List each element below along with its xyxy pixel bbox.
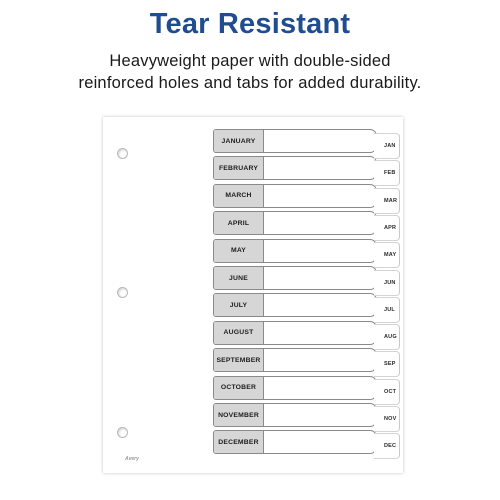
toc-row-label: JULY bbox=[214, 294, 264, 316]
toc-row-write-area[interactable] bbox=[264, 185, 376, 207]
toc-row-label: MAY bbox=[214, 240, 264, 262]
toc-row-write-area[interactable] bbox=[264, 404, 376, 426]
side-tab-label: JUL bbox=[384, 306, 395, 313]
toc-row bbox=[213, 211, 377, 235]
toc-row-write-area[interactable] bbox=[264, 377, 376, 399]
toc-row-label: APRIL bbox=[214, 212, 264, 234]
toc-row-label: JUNE bbox=[214, 267, 264, 289]
side-tab-label: FEB bbox=[384, 170, 396, 177]
brand-logo: Avery bbox=[125, 456, 139, 462]
side-tab-label: MAR bbox=[384, 197, 398, 204]
toc-row bbox=[213, 129, 377, 153]
side-tab-label: MAY bbox=[384, 252, 397, 259]
toc-row bbox=[213, 376, 377, 400]
toc-row-write-area[interactable] bbox=[264, 349, 376, 371]
toc-row bbox=[213, 266, 377, 290]
punch-hole-top bbox=[117, 148, 128, 159]
toc-row bbox=[213, 348, 377, 372]
toc-row-write-area[interactable] bbox=[264, 431, 376, 453]
side-tab-label: OCT bbox=[384, 388, 397, 395]
side-tab-label: SEP bbox=[384, 361, 396, 368]
side-tab-label: AUG bbox=[384, 334, 397, 341]
toc-row bbox=[213, 156, 377, 180]
punch-hole-middle bbox=[117, 287, 128, 298]
side-tab-label: JUN bbox=[384, 279, 396, 286]
toc-row-label: FEBRUARY bbox=[214, 157, 264, 179]
toc-row bbox=[213, 403, 377, 427]
side-tab-label: JAN bbox=[384, 143, 396, 149]
side-tab-label: DEC bbox=[384, 443, 397, 450]
toc-row bbox=[213, 430, 377, 454]
toc-row bbox=[213, 293, 377, 317]
subtitle-line-2: reinforced holes and tabs for added durability. bbox=[78, 74, 422, 92]
toc-row-write-area[interactable] bbox=[264, 267, 376, 289]
toc-row-write-area[interactable] bbox=[264, 294, 376, 316]
toc-row-label: AUGUST bbox=[214, 322, 264, 344]
toc-row-label: NOVEMBER bbox=[214, 404, 264, 426]
toc-row-write-area[interactable] bbox=[264, 212, 376, 234]
toc-row bbox=[213, 239, 377, 263]
side-tab-label: APR bbox=[384, 224, 397, 231]
toc-row-label: MARCH bbox=[214, 185, 264, 207]
toc-row-write-area[interactable] bbox=[264, 322, 376, 344]
toc-row bbox=[213, 184, 377, 208]
page-title: Tear Resistant bbox=[149, 8, 351, 40]
side-tab-label: NOV bbox=[384, 416, 397, 422]
toc-row bbox=[213, 321, 377, 345]
toc-row-label: JANUARY bbox=[214, 130, 264, 152]
punch-hole-bottom bbox=[117, 427, 128, 438]
toc-row-write-area[interactable] bbox=[264, 130, 376, 152]
toc-row-label: OCTOBER bbox=[214, 377, 264, 399]
toc-row-write-area[interactable] bbox=[264, 240, 376, 262]
toc-row-write-area[interactable] bbox=[264, 157, 376, 179]
toc-row-label: SEPTEMBER bbox=[214, 349, 264, 371]
subtitle-line-1: Heavyweight paper with double-sided bbox=[109, 52, 391, 70]
toc-row-label: DECEMBER bbox=[214, 431, 264, 453]
